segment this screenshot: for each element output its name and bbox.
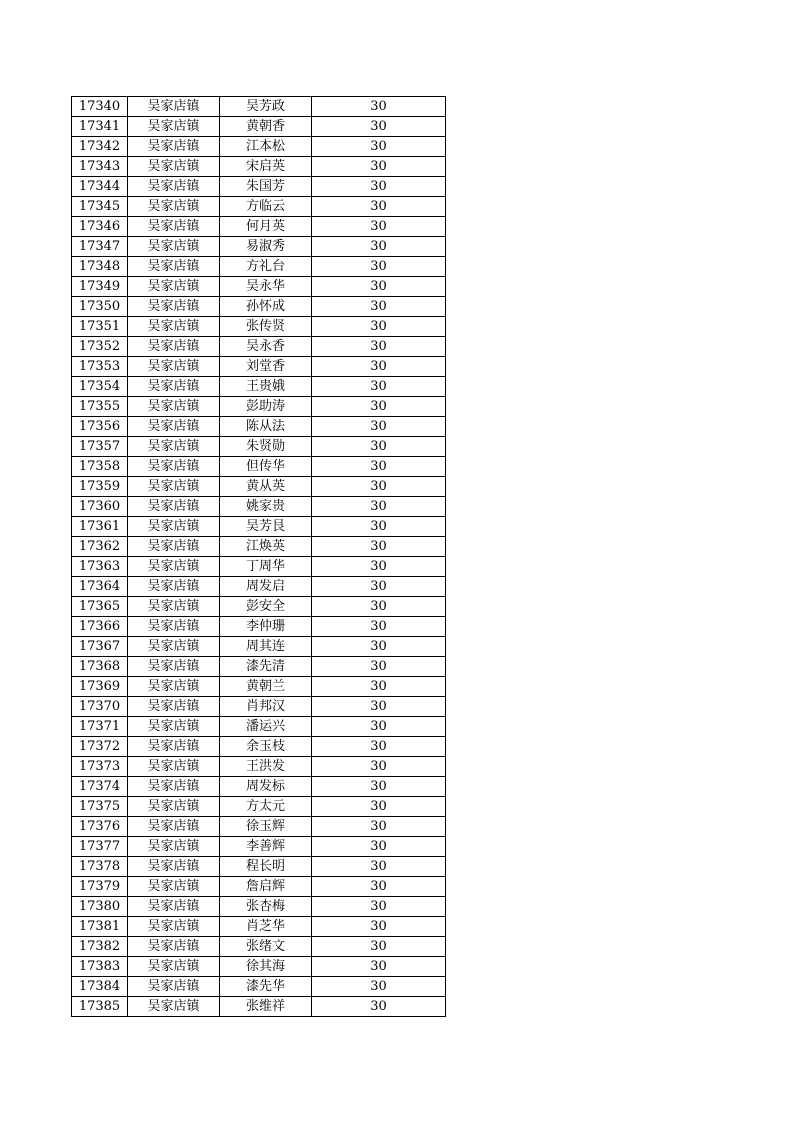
person-name-cell: 王洪发: [220, 757, 312, 777]
table-row: [72, 897, 446, 917]
town-cell: 吴家店镇: [128, 637, 220, 657]
amount-cell: 30: [312, 477, 446, 497]
record-id-cell: 17365: [72, 597, 128, 617]
person-name-cell: 周发启: [220, 577, 312, 597]
record-id-cell: 17361: [72, 517, 128, 537]
amount-cell: 30: [312, 797, 446, 817]
amount-cell: 30: [312, 597, 446, 617]
record-id-cell: 17376: [72, 817, 128, 837]
table-row: [72, 137, 446, 157]
record-id-cell: 17362: [72, 537, 128, 557]
person-name-cell: 方礼台: [220, 257, 312, 277]
record-id-cell: 17349: [72, 277, 128, 297]
record-id-cell: 17343: [72, 157, 128, 177]
table-row: [72, 237, 446, 257]
amount-cell: 30: [312, 657, 446, 677]
table-body: [72, 97, 446, 1017]
person-name-cell: 张传贤: [220, 317, 312, 337]
amount-cell: 30: [312, 437, 446, 457]
amount-cell: 30: [312, 357, 446, 377]
table-row: [72, 497, 446, 517]
town-cell: 吴家店镇: [128, 797, 220, 817]
town-cell: 吴家店镇: [128, 937, 220, 957]
amount-cell: 30: [312, 317, 446, 337]
amount-cell: 30: [312, 957, 446, 977]
town-cell: 吴家店镇: [128, 657, 220, 677]
table-row: [72, 457, 446, 477]
person-name-cell: 余玉枝: [220, 737, 312, 757]
table-row: [72, 177, 446, 197]
amount-cell: 30: [312, 417, 446, 437]
amount-cell: 30: [312, 97, 446, 117]
town-cell: 吴家店镇: [128, 757, 220, 777]
record-id-cell: 17351: [72, 317, 128, 337]
town-cell: 吴家店镇: [128, 917, 220, 937]
record-id-cell: 17347: [72, 237, 128, 257]
table-row: [72, 297, 446, 317]
town-cell: 吴家店镇: [128, 677, 220, 697]
record-id-cell: 17377: [72, 837, 128, 857]
town-cell: 吴家店镇: [128, 557, 220, 577]
person-name-cell: 李仲珊: [220, 617, 312, 637]
person-name-cell: 易淑秀: [220, 237, 312, 257]
person-name-cell: 方临云: [220, 197, 312, 217]
record-id-cell: 17382: [72, 937, 128, 957]
record-id-cell: 17353: [72, 357, 128, 377]
record-id-cell: 17384: [72, 977, 128, 997]
table-row: [72, 977, 446, 997]
amount-cell: 30: [312, 257, 446, 277]
person-name-cell: 徐玉辉: [220, 817, 312, 837]
person-name-cell: 但传华: [220, 457, 312, 477]
record-id-cell: 17355: [72, 397, 128, 417]
town-cell: 吴家店镇: [128, 897, 220, 917]
person-name-cell: 徐其海: [220, 957, 312, 977]
person-name-cell: 吴芳艮: [220, 517, 312, 537]
record-id-cell: 17367: [72, 637, 128, 657]
person-name-cell: 黄朝兰: [220, 677, 312, 697]
record-id-cell: 17363: [72, 557, 128, 577]
town-cell: 吴家店镇: [128, 957, 220, 977]
record-id-cell: 17352: [72, 337, 128, 357]
town-cell: 吴家店镇: [128, 137, 220, 157]
town-cell: 吴家店镇: [128, 217, 220, 237]
person-name-cell: 吴永香: [220, 337, 312, 357]
amount-cell: 30: [312, 837, 446, 857]
amount-cell: 30: [312, 737, 446, 757]
record-id-cell: 17342: [72, 137, 128, 157]
table-row: [72, 757, 446, 777]
town-cell: 吴家店镇: [128, 357, 220, 377]
record-id-cell: 17379: [72, 877, 128, 897]
town-cell: 吴家店镇: [128, 597, 220, 617]
table-row: [72, 637, 446, 657]
person-name-cell: 漆先清: [220, 657, 312, 677]
table-row: [72, 777, 446, 797]
table-row: [72, 957, 446, 977]
record-id-cell: 17345: [72, 197, 128, 217]
table-row: [72, 937, 446, 957]
person-name-cell: 丁周华: [220, 557, 312, 577]
table-row: [72, 257, 446, 277]
town-cell: 吴家店镇: [128, 977, 220, 997]
record-id-cell: 17358: [72, 457, 128, 477]
person-name-cell: 张绪文: [220, 937, 312, 957]
town-cell: 吴家店镇: [128, 377, 220, 397]
amount-cell: 30: [312, 177, 446, 197]
town-cell: 吴家店镇: [128, 437, 220, 457]
table-row: [72, 357, 446, 377]
town-cell: 吴家店镇: [128, 177, 220, 197]
data-table: [71, 96, 446, 1017]
table-row: [72, 657, 446, 677]
amount-cell: 30: [312, 157, 446, 177]
table-row: [72, 617, 446, 637]
table-row: [72, 797, 446, 817]
table-row: [72, 377, 446, 397]
amount-cell: 30: [312, 917, 446, 937]
amount-cell: 30: [312, 617, 446, 637]
town-cell: 吴家店镇: [128, 537, 220, 557]
town-cell: 吴家店镇: [128, 277, 220, 297]
town-cell: 吴家店镇: [128, 317, 220, 337]
amount-cell: 30: [312, 197, 446, 217]
table-row: [72, 577, 446, 597]
amount-cell: 30: [312, 897, 446, 917]
table-row: [72, 537, 446, 557]
person-name-cell: 黄朝香: [220, 117, 312, 137]
record-id-cell: 17381: [72, 917, 128, 937]
record-id-cell: 17356: [72, 417, 128, 437]
amount-cell: 30: [312, 517, 446, 537]
table-row: [72, 737, 446, 757]
amount-cell: 30: [312, 677, 446, 697]
town-cell: 吴家店镇: [128, 257, 220, 277]
town-cell: 吴家店镇: [128, 877, 220, 897]
town-cell: 吴家店镇: [128, 297, 220, 317]
table-row: [72, 697, 446, 717]
amount-cell: 30: [312, 637, 446, 657]
person-name-cell: 周其连: [220, 637, 312, 657]
table-row: [72, 677, 446, 697]
person-name-cell: 张维祥: [220, 997, 312, 1017]
person-name-cell: 周发标: [220, 777, 312, 797]
record-id-cell: 17374: [72, 777, 128, 797]
amount-cell: 30: [312, 297, 446, 317]
table-row: [72, 197, 446, 217]
record-id-cell: 17357: [72, 437, 128, 457]
town-cell: 吴家店镇: [128, 737, 220, 757]
table-row: [72, 717, 446, 737]
person-name-cell: 方太元: [220, 797, 312, 817]
town-cell: 吴家店镇: [128, 617, 220, 637]
table-row: [72, 997, 446, 1017]
record-id-cell: 17368: [72, 657, 128, 677]
town-cell: 吴家店镇: [128, 717, 220, 737]
town-cell: 吴家店镇: [128, 397, 220, 417]
person-name-cell: 李善辉: [220, 837, 312, 857]
town-cell: 吴家店镇: [128, 777, 220, 797]
person-name-cell: 彭助涛: [220, 397, 312, 417]
town-cell: 吴家店镇: [128, 997, 220, 1017]
table-row: [72, 877, 446, 897]
person-name-cell: 孙怀成: [220, 297, 312, 317]
record-id-cell: 17341: [72, 117, 128, 137]
person-name-cell: 黄从英: [220, 477, 312, 497]
table-row: [72, 117, 446, 137]
amount-cell: 30: [312, 937, 446, 957]
table-row: [72, 817, 446, 837]
amount-cell: 30: [312, 697, 446, 717]
amount-cell: 30: [312, 237, 446, 257]
amount-cell: 30: [312, 137, 446, 157]
town-cell: 吴家店镇: [128, 477, 220, 497]
amount-cell: 30: [312, 337, 446, 357]
amount-cell: 30: [312, 977, 446, 997]
amount-cell: 30: [312, 397, 446, 417]
table-row: [72, 597, 446, 617]
amount-cell: 30: [312, 777, 446, 797]
amount-cell: 30: [312, 277, 446, 297]
record-id-cell: 17354: [72, 377, 128, 397]
record-id-cell: 17371: [72, 717, 128, 737]
table-row: [72, 557, 446, 577]
table-row: [72, 337, 446, 357]
person-name-cell: 何月英: [220, 217, 312, 237]
table-row: [72, 437, 446, 457]
record-id-cell: 17359: [72, 477, 128, 497]
table-row: [72, 217, 446, 237]
town-cell: 吴家店镇: [128, 337, 220, 357]
record-id-cell: 17373: [72, 757, 128, 777]
table-row: [72, 317, 446, 337]
table-row: [72, 477, 446, 497]
town-cell: 吴家店镇: [128, 857, 220, 877]
person-name-cell: 吴芳政: [220, 97, 312, 117]
person-name-cell: 潘运兴: [220, 717, 312, 737]
record-id-cell: 17383: [72, 957, 128, 977]
town-cell: 吴家店镇: [128, 837, 220, 857]
person-name-cell: 漆先华: [220, 977, 312, 997]
town-cell: 吴家店镇: [128, 577, 220, 597]
person-name-cell: 程长明: [220, 857, 312, 877]
town-cell: 吴家店镇: [128, 697, 220, 717]
town-cell: 吴家店镇: [128, 197, 220, 217]
amount-cell: 30: [312, 997, 446, 1017]
amount-cell: 30: [312, 817, 446, 837]
record-id-cell: 17370: [72, 697, 128, 717]
person-name-cell: 刘堂香: [220, 357, 312, 377]
amount-cell: 30: [312, 557, 446, 577]
person-name-cell: 肖芝华: [220, 917, 312, 937]
town-cell: 吴家店镇: [128, 157, 220, 177]
amount-cell: 30: [312, 857, 446, 877]
town-cell: 吴家店镇: [128, 497, 220, 517]
record-id-cell: 17344: [72, 177, 128, 197]
table-row: [72, 857, 446, 877]
town-cell: 吴家店镇: [128, 457, 220, 477]
record-id-cell: 17375: [72, 797, 128, 817]
amount-cell: 30: [312, 757, 446, 777]
town-cell: 吴家店镇: [128, 417, 220, 437]
amount-cell: 30: [312, 457, 446, 477]
person-name-cell: 陈从法: [220, 417, 312, 437]
record-id-cell: 17372: [72, 737, 128, 757]
table-row: [72, 837, 446, 857]
town-cell: 吴家店镇: [128, 117, 220, 137]
amount-cell: 30: [312, 717, 446, 737]
person-name-cell: 吴永华: [220, 277, 312, 297]
table-row: [72, 517, 446, 537]
town-cell: 吴家店镇: [128, 817, 220, 837]
amount-cell: 30: [312, 377, 446, 397]
person-name-cell: 王贵娥: [220, 377, 312, 397]
town-cell: 吴家店镇: [128, 237, 220, 257]
table-row: [72, 397, 446, 417]
record-id-cell: 17385: [72, 997, 128, 1017]
record-id-cell: 17366: [72, 617, 128, 637]
amount-cell: 30: [312, 497, 446, 517]
amount-cell: 30: [312, 537, 446, 557]
table-row: [72, 917, 446, 937]
person-name-cell: 江焕英: [220, 537, 312, 557]
record-id-cell: 17340: [72, 97, 128, 117]
record-id-cell: 17364: [72, 577, 128, 597]
table-row: [72, 277, 446, 297]
record-id-cell: 17350: [72, 297, 128, 317]
person-name-cell: 宋启英: [220, 157, 312, 177]
person-name-cell: 彭安全: [220, 597, 312, 617]
record-id-cell: 17360: [72, 497, 128, 517]
person-name-cell: 姚家贵: [220, 497, 312, 517]
town-cell: 吴家店镇: [128, 97, 220, 117]
town-cell: 吴家店镇: [128, 517, 220, 537]
amount-cell: 30: [312, 877, 446, 897]
person-name-cell: 詹启辉: [220, 877, 312, 897]
person-name-cell: 朱国芳: [220, 177, 312, 197]
record-id-cell: 17348: [72, 257, 128, 277]
record-id-cell: 17369: [72, 677, 128, 697]
amount-cell: 30: [312, 577, 446, 597]
table-row: [72, 417, 446, 437]
table-row: [72, 157, 446, 177]
person-name-cell: 肖邦汉: [220, 697, 312, 717]
person-name-cell: 朱贤勋: [220, 437, 312, 457]
person-name-cell: 江本松: [220, 137, 312, 157]
amount-cell: 30: [312, 217, 446, 237]
table-row: [72, 97, 446, 117]
record-id-cell: 17346: [72, 217, 128, 237]
record-id-cell: 17380: [72, 897, 128, 917]
amount-cell: 30: [312, 117, 446, 137]
record-id-cell: 17378: [72, 857, 128, 877]
person-name-cell: 张杏梅: [220, 897, 312, 917]
